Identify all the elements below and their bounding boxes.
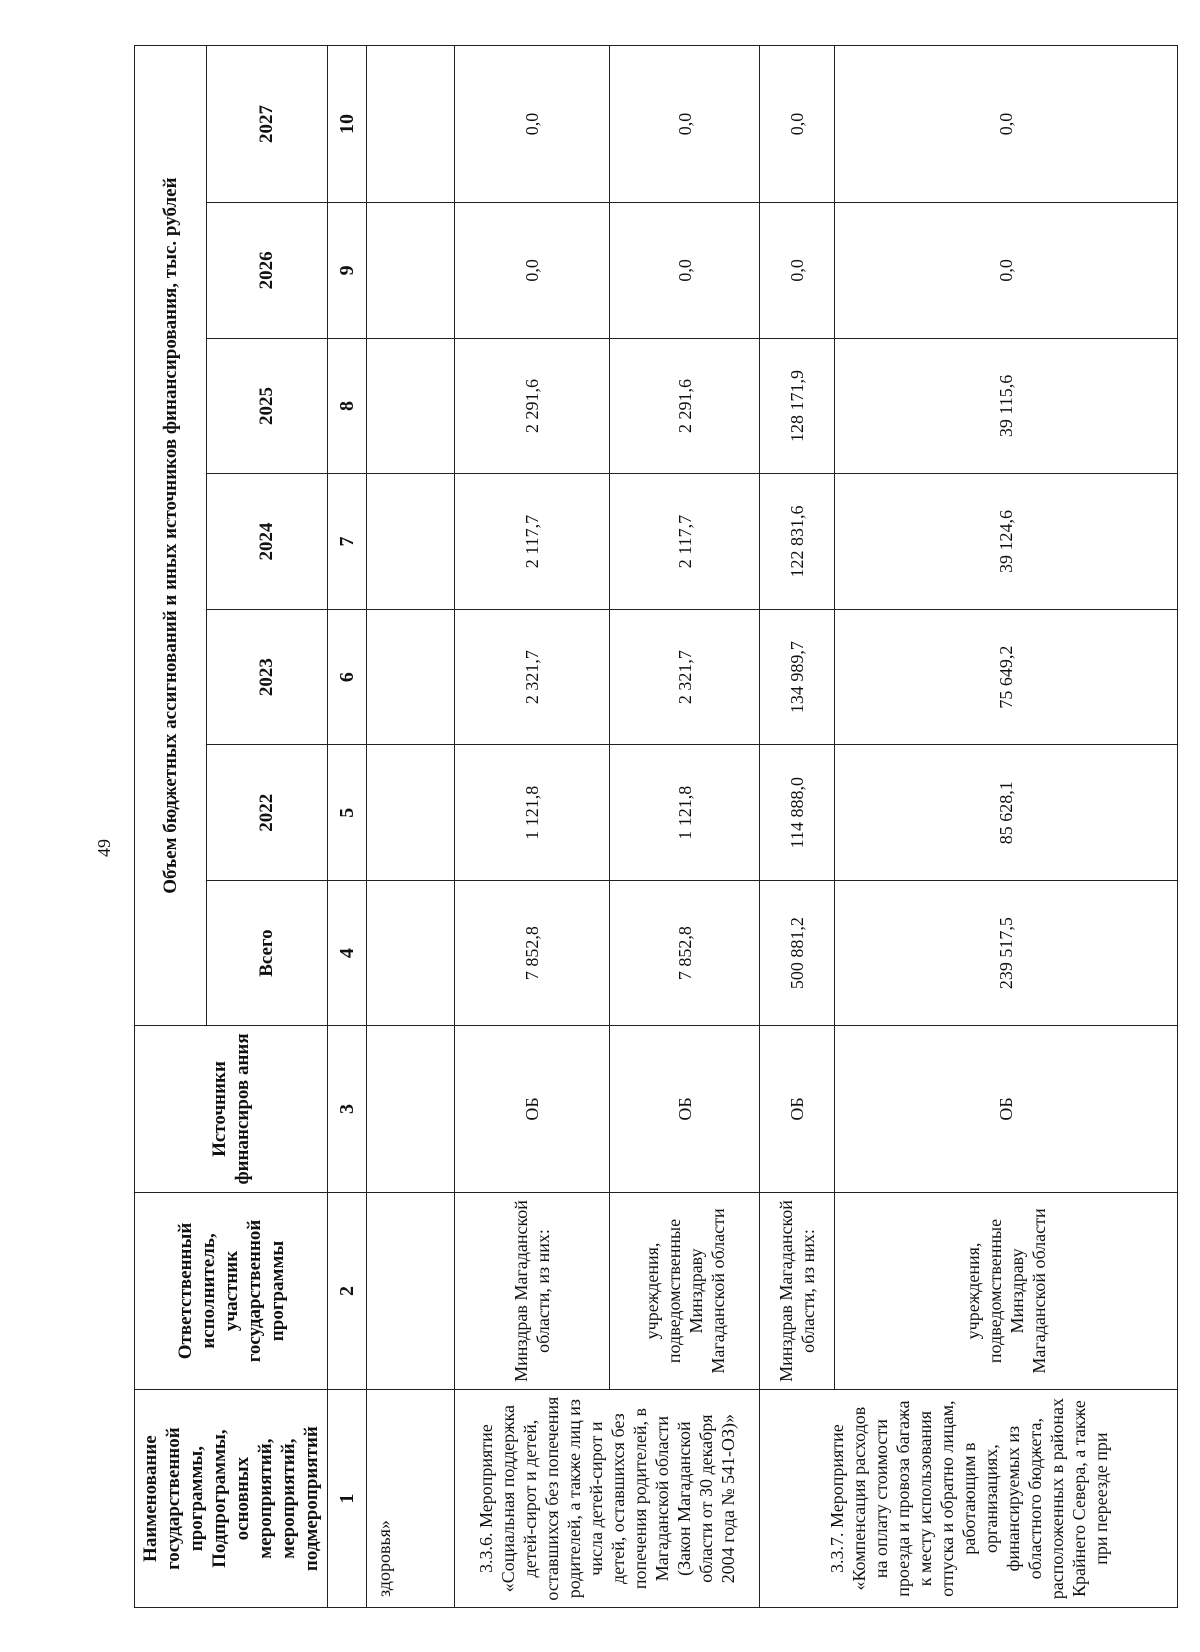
column-number: 8 xyxy=(328,338,367,474)
value-2024: 2 117,7 xyxy=(610,474,760,610)
empty-cell xyxy=(367,609,455,745)
value-total: 239 517,5 xyxy=(835,880,1178,1025)
executor-cell: учреждения, подведомственные Минздраву Магаданской области xyxy=(610,1192,760,1390)
header-year-total: Всего xyxy=(206,880,327,1025)
rotated-table-sheet xyxy=(134,45,1178,1608)
header-year-2027: 2027 xyxy=(206,46,327,203)
header-year-2026: 2026 xyxy=(206,203,327,339)
value-2024: 2 117,7 xyxy=(455,474,610,610)
value-2022: 1 121,8 xyxy=(455,745,610,881)
column-number: 4 xyxy=(328,880,367,1025)
value-2025: 2 291,6 xyxy=(610,338,760,474)
column-number: 10 xyxy=(328,46,367,203)
value-2022: 114 888,0 xyxy=(760,745,835,881)
column-number: 2 xyxy=(328,1192,367,1390)
empty-cell xyxy=(367,46,455,203)
value-2025: 2 291,6 xyxy=(455,338,610,474)
value-2026: 0,0 xyxy=(455,203,610,339)
value-2027: 0,0 xyxy=(610,46,760,203)
executor-cell: Минздрав Магаданской области, из них: xyxy=(455,1192,610,1390)
empty-cell xyxy=(367,474,455,610)
value-2026: 0,0 xyxy=(610,203,760,339)
value-2025: 39 115,6 xyxy=(835,338,1178,474)
header-name: Наименование государственной программы, Подпрограммы, основных мероприятий, мероприятий, подмероприятий xyxy=(135,1390,328,1608)
column-number: 9 xyxy=(328,203,367,339)
value-2026: 0,0 xyxy=(835,203,1178,339)
value-2022: 85 628,1 xyxy=(835,745,1178,881)
value-total: 7 852,8 xyxy=(455,880,610,1025)
activity-name: 3.3.6. Мероприятие «Социальная поддержка детей-сирот и детей, оставшихся без попечения родителей, а также лиц из числа детей-сирот и детей, оставшихся без попечения родителей, в Магаданской области (Закон Магаданской области от 30 декабря 2004 года № 541-ОЗ)» xyxy=(455,1390,760,1608)
empty-cell xyxy=(367,338,455,474)
financing-table xyxy=(134,45,1178,1608)
value-total: 500 881,2 xyxy=(760,880,835,1025)
empty-cell xyxy=(367,1026,455,1193)
value-2023: 75 649,2 xyxy=(835,609,1178,745)
value-2026: 0,0 xyxy=(760,203,835,339)
column-number: 7 xyxy=(328,474,367,610)
header-executor: Ответственный исполнитель, участник государственной программы xyxy=(135,1192,328,1390)
source-cell: ОБ xyxy=(835,1026,1178,1193)
header-year-2025: 2025 xyxy=(206,338,327,474)
executor-cell: Минздрав Магаданской области, из них: xyxy=(760,1192,835,1390)
value-2022: 1 121,8 xyxy=(610,745,760,881)
value-2023: 2 321,7 xyxy=(610,609,760,745)
value-2025: 128 171,9 xyxy=(760,338,835,474)
value-2024: 122 831,6 xyxy=(760,474,835,610)
header-year-2022: 2022 xyxy=(206,745,327,881)
source-cell: ОБ xyxy=(760,1026,835,1193)
empty-cell xyxy=(367,1192,455,1390)
value-2024: 39 124,6 xyxy=(835,474,1178,610)
value-2027: 0,0 xyxy=(835,46,1178,203)
executor-cell: учреждения, подведомственные Минздраву Магаданской области xyxy=(835,1192,1178,1390)
source-cell: ОБ xyxy=(610,1026,760,1193)
activity-name: 3.3.7. Мероприятие «Компенсация расходов на оплату стоимости проезда и провоза багажа к месту использования отпуска и обратно лицам, работающим в организациях, финансируемых из областного бюджета, расположенных в районах Крайнего Севера, а также при переезде при xyxy=(760,1390,1178,1608)
header-source: Источники финансиров ания xyxy=(135,1026,328,1193)
column-number: 6 xyxy=(328,609,367,745)
value-total: 7 852,8 xyxy=(610,880,760,1025)
header-year-2023: 2023 xyxy=(206,609,327,745)
empty-cell xyxy=(367,203,455,339)
empty-cell xyxy=(367,745,455,881)
empty-cell xyxy=(367,880,455,1025)
header-financing-group: Объем бюджетных ассигнований и иных источников финансирования, тыс. рублей xyxy=(135,46,207,1026)
column-number: 3 xyxy=(328,1026,367,1193)
value-2027: 0,0 xyxy=(455,46,610,203)
column-number: 5 xyxy=(328,745,367,881)
page-number: 49 xyxy=(94,839,114,857)
source-cell: ОБ xyxy=(455,1026,610,1193)
value-2023: 134 989,7 xyxy=(760,609,835,745)
column-number: 1 xyxy=(328,1390,367,1608)
value-2023: 2 321,7 xyxy=(455,609,610,745)
header-year-2024: 2024 xyxy=(206,474,327,610)
value-2027: 0,0 xyxy=(760,46,835,203)
continuation-text: здоровья» xyxy=(367,1390,455,1608)
